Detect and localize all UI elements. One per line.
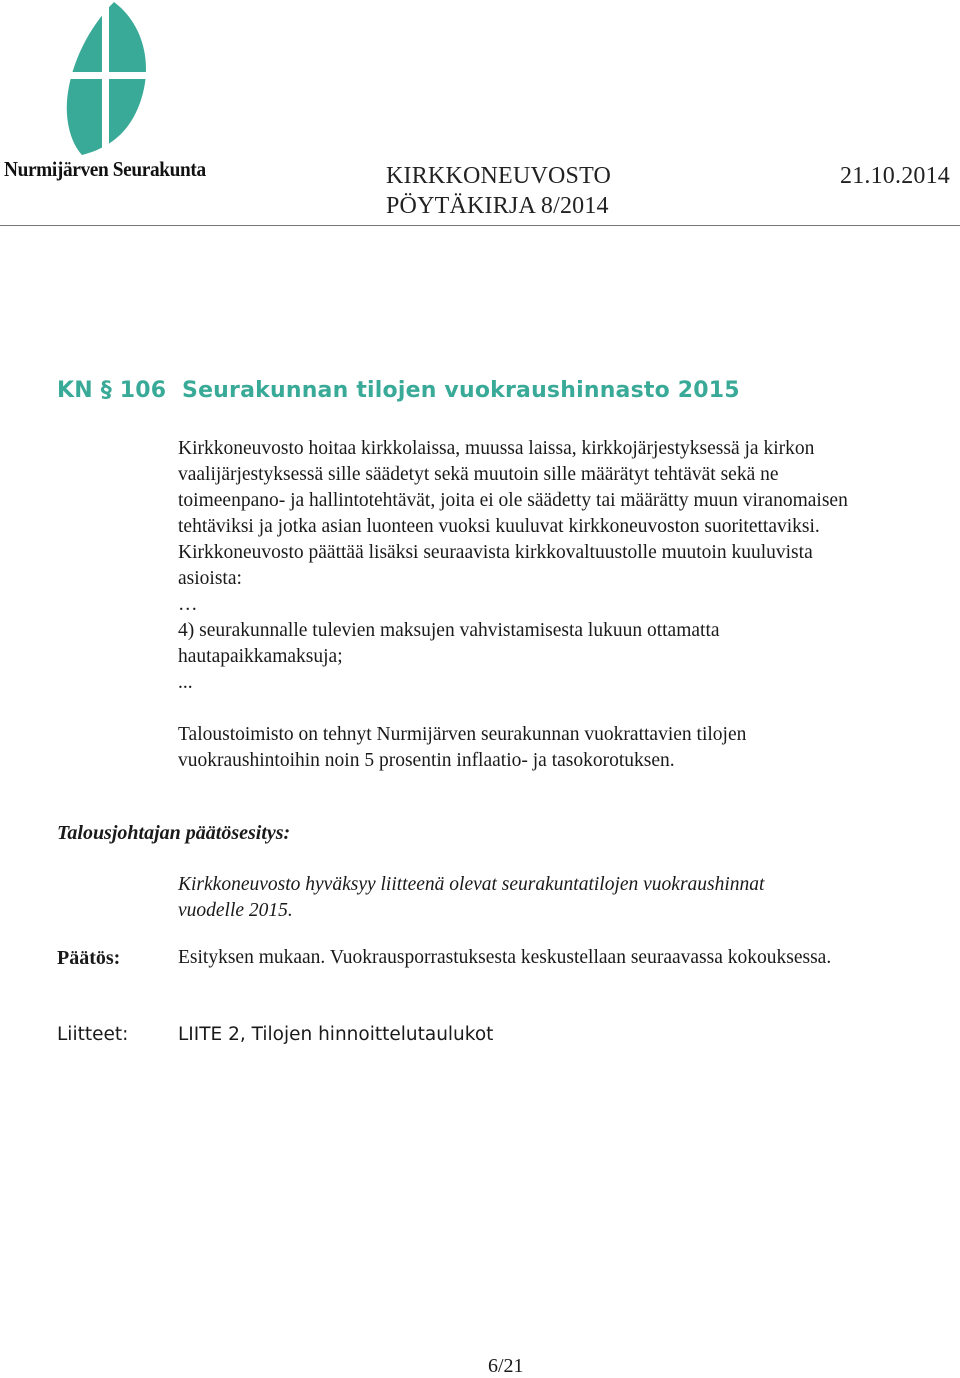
- body-line: asioista:: [178, 568, 242, 589]
- attachments-label: Liitteet:: [57, 1024, 129, 1045]
- decision-label: Päätös:: [57, 947, 121, 969]
- document-date: 21.10.2014: [840, 163, 950, 189]
- document-subtitle: PÖYTÄKIRJA 8/2014: [386, 193, 609, 219]
- body-text: [178, 436, 958, 774]
- body-line: Taloustoimisto on tehnyt Nurmijärven seurakunnan vuokrattavien tilojen: [178, 724, 747, 745]
- body-line: Kirkkoneuvosto hoitaa kirkkolaissa, muussa laissa, kirkkojärjestyksessä ja kirkon: [178, 438, 815, 459]
- proposal-label: Talousjohtajan päätösesitys:: [57, 822, 291, 844]
- body-line: hautapaikkamaksuja;: [178, 646, 343, 667]
- proposal-line: vuodelle 2015.: [178, 900, 293, 921]
- header-divider: [0, 225, 960, 226]
- section-heading: KN § 106 Seurakunnan tilojen vuokraushinnasto 2015: [57, 378, 740, 403]
- proposal-line: Kirkkoneuvosto hyväksyy liitteenä olevat seurakuntatilojen vuokraushinnat: [178, 874, 765, 895]
- body-line: …: [178, 594, 198, 615]
- document-title: KIRKKONEUVOSTO: [386, 163, 612, 189]
- body-line: vaalijärjestyksessä sille säädetyt sekä muutoin sille määrätyt tehtävät sekä ne: [178, 464, 779, 485]
- decision-text: Esityksen mukaan. Vuokrausporrastuksesta keskustellaan seuraavassa kokouksessa.: [178, 947, 832, 968]
- body-line: ...: [178, 672, 193, 693]
- body-line: toimeenpano- ja hallintotehtävät, joita ei ole säädetty tai määrätty muun viranomaisen: [178, 490, 848, 511]
- body-line: 4) seurakunnalle tulevien maksujen vahvistamisesta lukuun ottamatta: [178, 620, 720, 641]
- body-line: vuokraushintoihin noin 5 prosentin inflaatio- ja tasokorotuksen.: [178, 750, 675, 771]
- proposal-text: [178, 872, 878, 924]
- attachments-link[interactable]: LIITE 2, Tilojen hinnoittelutaulukot: [178, 1024, 494, 1045]
- leaf-cross-logo-icon: [62, 0, 154, 155]
- body-line: tehtäviksi ja jotka asian luonteen vuoksi kuuluvat kirkkoneuvoston suoritettaviksi.: [178, 516, 820, 537]
- page-number: 6/21: [488, 1355, 524, 1377]
- body-line: Kirkkoneuvosto päättää lisäksi seuraavista kirkkovaltuustolle muutoin kuuluvista: [178, 542, 813, 563]
- organization-name: Nurmijärven Seurakunta: [4, 157, 206, 181]
